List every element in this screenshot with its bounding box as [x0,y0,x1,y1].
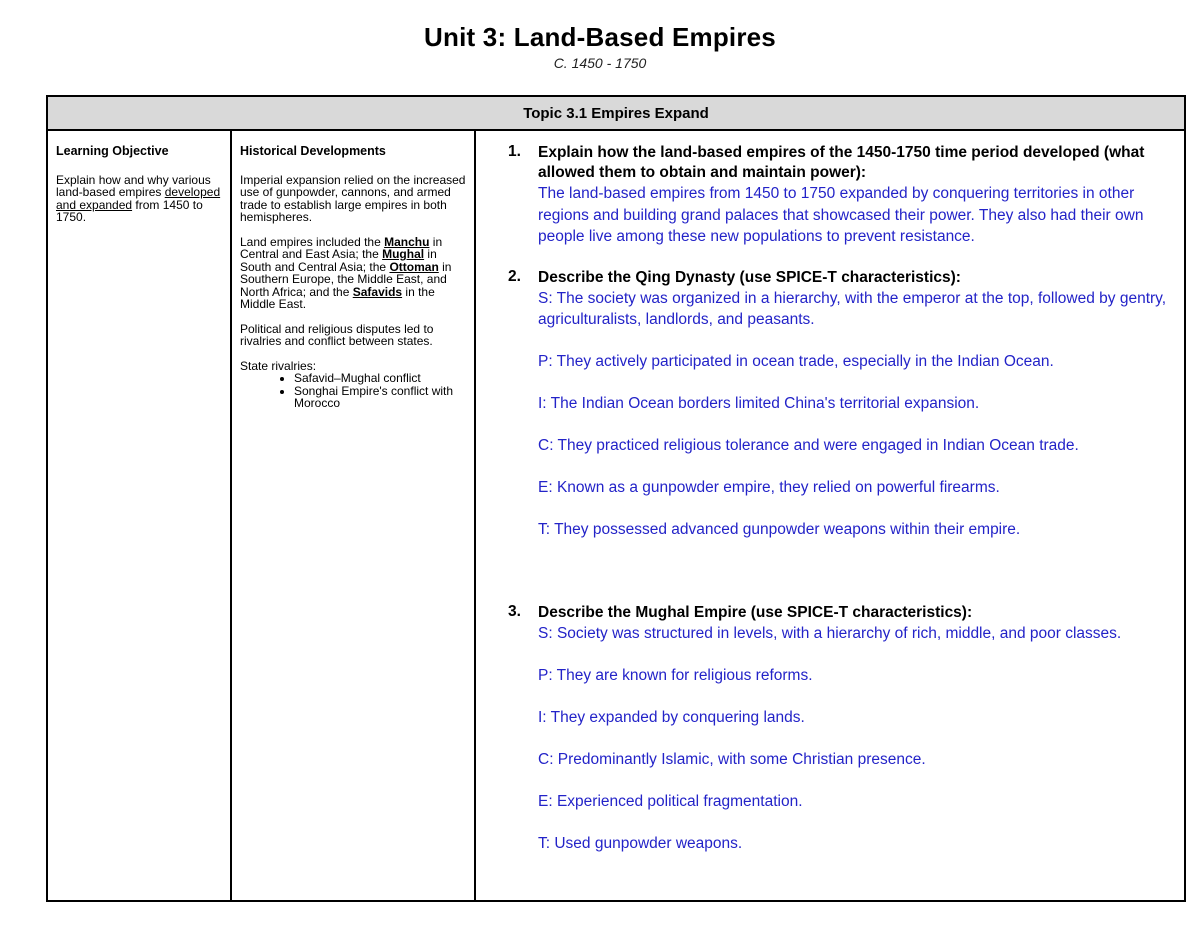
answer-line-p: P: They actively participated in ocean trade, especially in the Indian Ocean. [538,353,1054,370]
empire-manchu: Manchu [384,234,430,249]
list-item: • Songhai Empire's conflict with Morocco [294,385,468,410]
answer-line-t: T: They possessed advanced gunpowder weapons within their empire. [538,521,1021,538]
rivalries-label: State rivalries: [240,358,317,373]
question-prompt: Explain how the land-based empires of the 1450-1750 time period developed (what allowed them to obtain and maintain power): [538,144,1145,181]
answer-line-e: E: Known as a gunpowder empire, they relied on powerful firearms. [538,479,1000,496]
answer-line-e: E: Experienced political fragmentation. [538,792,803,810]
topic-table [46,95,1186,902]
land-empires-paragraph: Land empires included the Manchu in Central and East Asia; the Mughal in South and Central Asia; the Ottoman in Southern Europe, the Middle East, and North Africa; and the Safavids in the Middle East. [240,234,452,311]
answer-line-i: I: The Indian Ocean borders limited China's territorial expansion. [538,395,980,412]
topic-title: Topic 3.1 Empires Expand [48,97,1184,131]
development-paragraph: Imperial expansion relied on the increased use of gunpowder, cannons, and armed trade to establish large empires in both hemispheres. [240,172,466,224]
question-prompt: Describe the Mughal Empire (use SPICE-T characteristics): [538,603,973,621]
list-item: • Safavid–Mughal conflict [294,372,468,385]
disputes-paragraph: Political and religious disputes led to rivalries and conflict between states. [240,321,434,348]
empire-ottoman: Ottoman [389,259,439,274]
answer-line-i: I: They expanded by conquering lands. [538,708,805,726]
historical-developments-column [232,131,476,900]
question-1 [486,143,1174,248]
question-answer: The land-based empires from 1450 to 1750 expanded by conquering territories in other regions and building grand palaces that showcased their power. They also had their own people live among these new populations to prevent resistance. [538,185,1144,245]
question-2 [486,268,1174,541]
empire-safavids: Safavids [352,284,403,299]
question-number: 1. [508,143,521,160]
learning-objective-text: Explain how and why various land-based empires developed and expanded from 1450 to 1750. [56,172,221,224]
questions-column [476,131,1184,900]
question-3 [486,603,1174,855]
answer-line-s: S: Society was structured in levels, with a hierarchy of rich, middle, and poor classes. [538,624,1122,642]
answer-line-c: C: Predominantly Islamic, with some Christian presence. [538,750,926,768]
empire-mughal: Mughal [382,247,425,261]
page-title: Unit 3: Land-Based Empires [424,22,776,52]
historical-developments-heading: Historical Developments [240,144,386,158]
answer-line-p: P: They are known for religious reforms. [538,666,813,684]
answer-line-s: S: The society was organized in a hierarchy, with the emperor at the top, followed by gentry, agriculturalists, landlords, and peasants. [538,289,1167,328]
page-subtitle: C. 1450 - 1750 [553,55,647,71]
question-number: 3. [508,602,521,620]
learning-objective-column [48,131,232,900]
question-prompt: Describe the Qing Dynasty (use SPICE-T characteristics): [538,268,961,286]
answer-line-c: C: They practiced religious tolerance and were engaged in Indian Ocean trade. [538,437,1079,454]
rivalries-list [240,372,468,410]
question-number: 2. [508,267,521,285]
learning-objective-heading: Learning Objective [56,144,169,158]
answer-line-t: T: Used gunpowder weapons. [538,834,743,852]
